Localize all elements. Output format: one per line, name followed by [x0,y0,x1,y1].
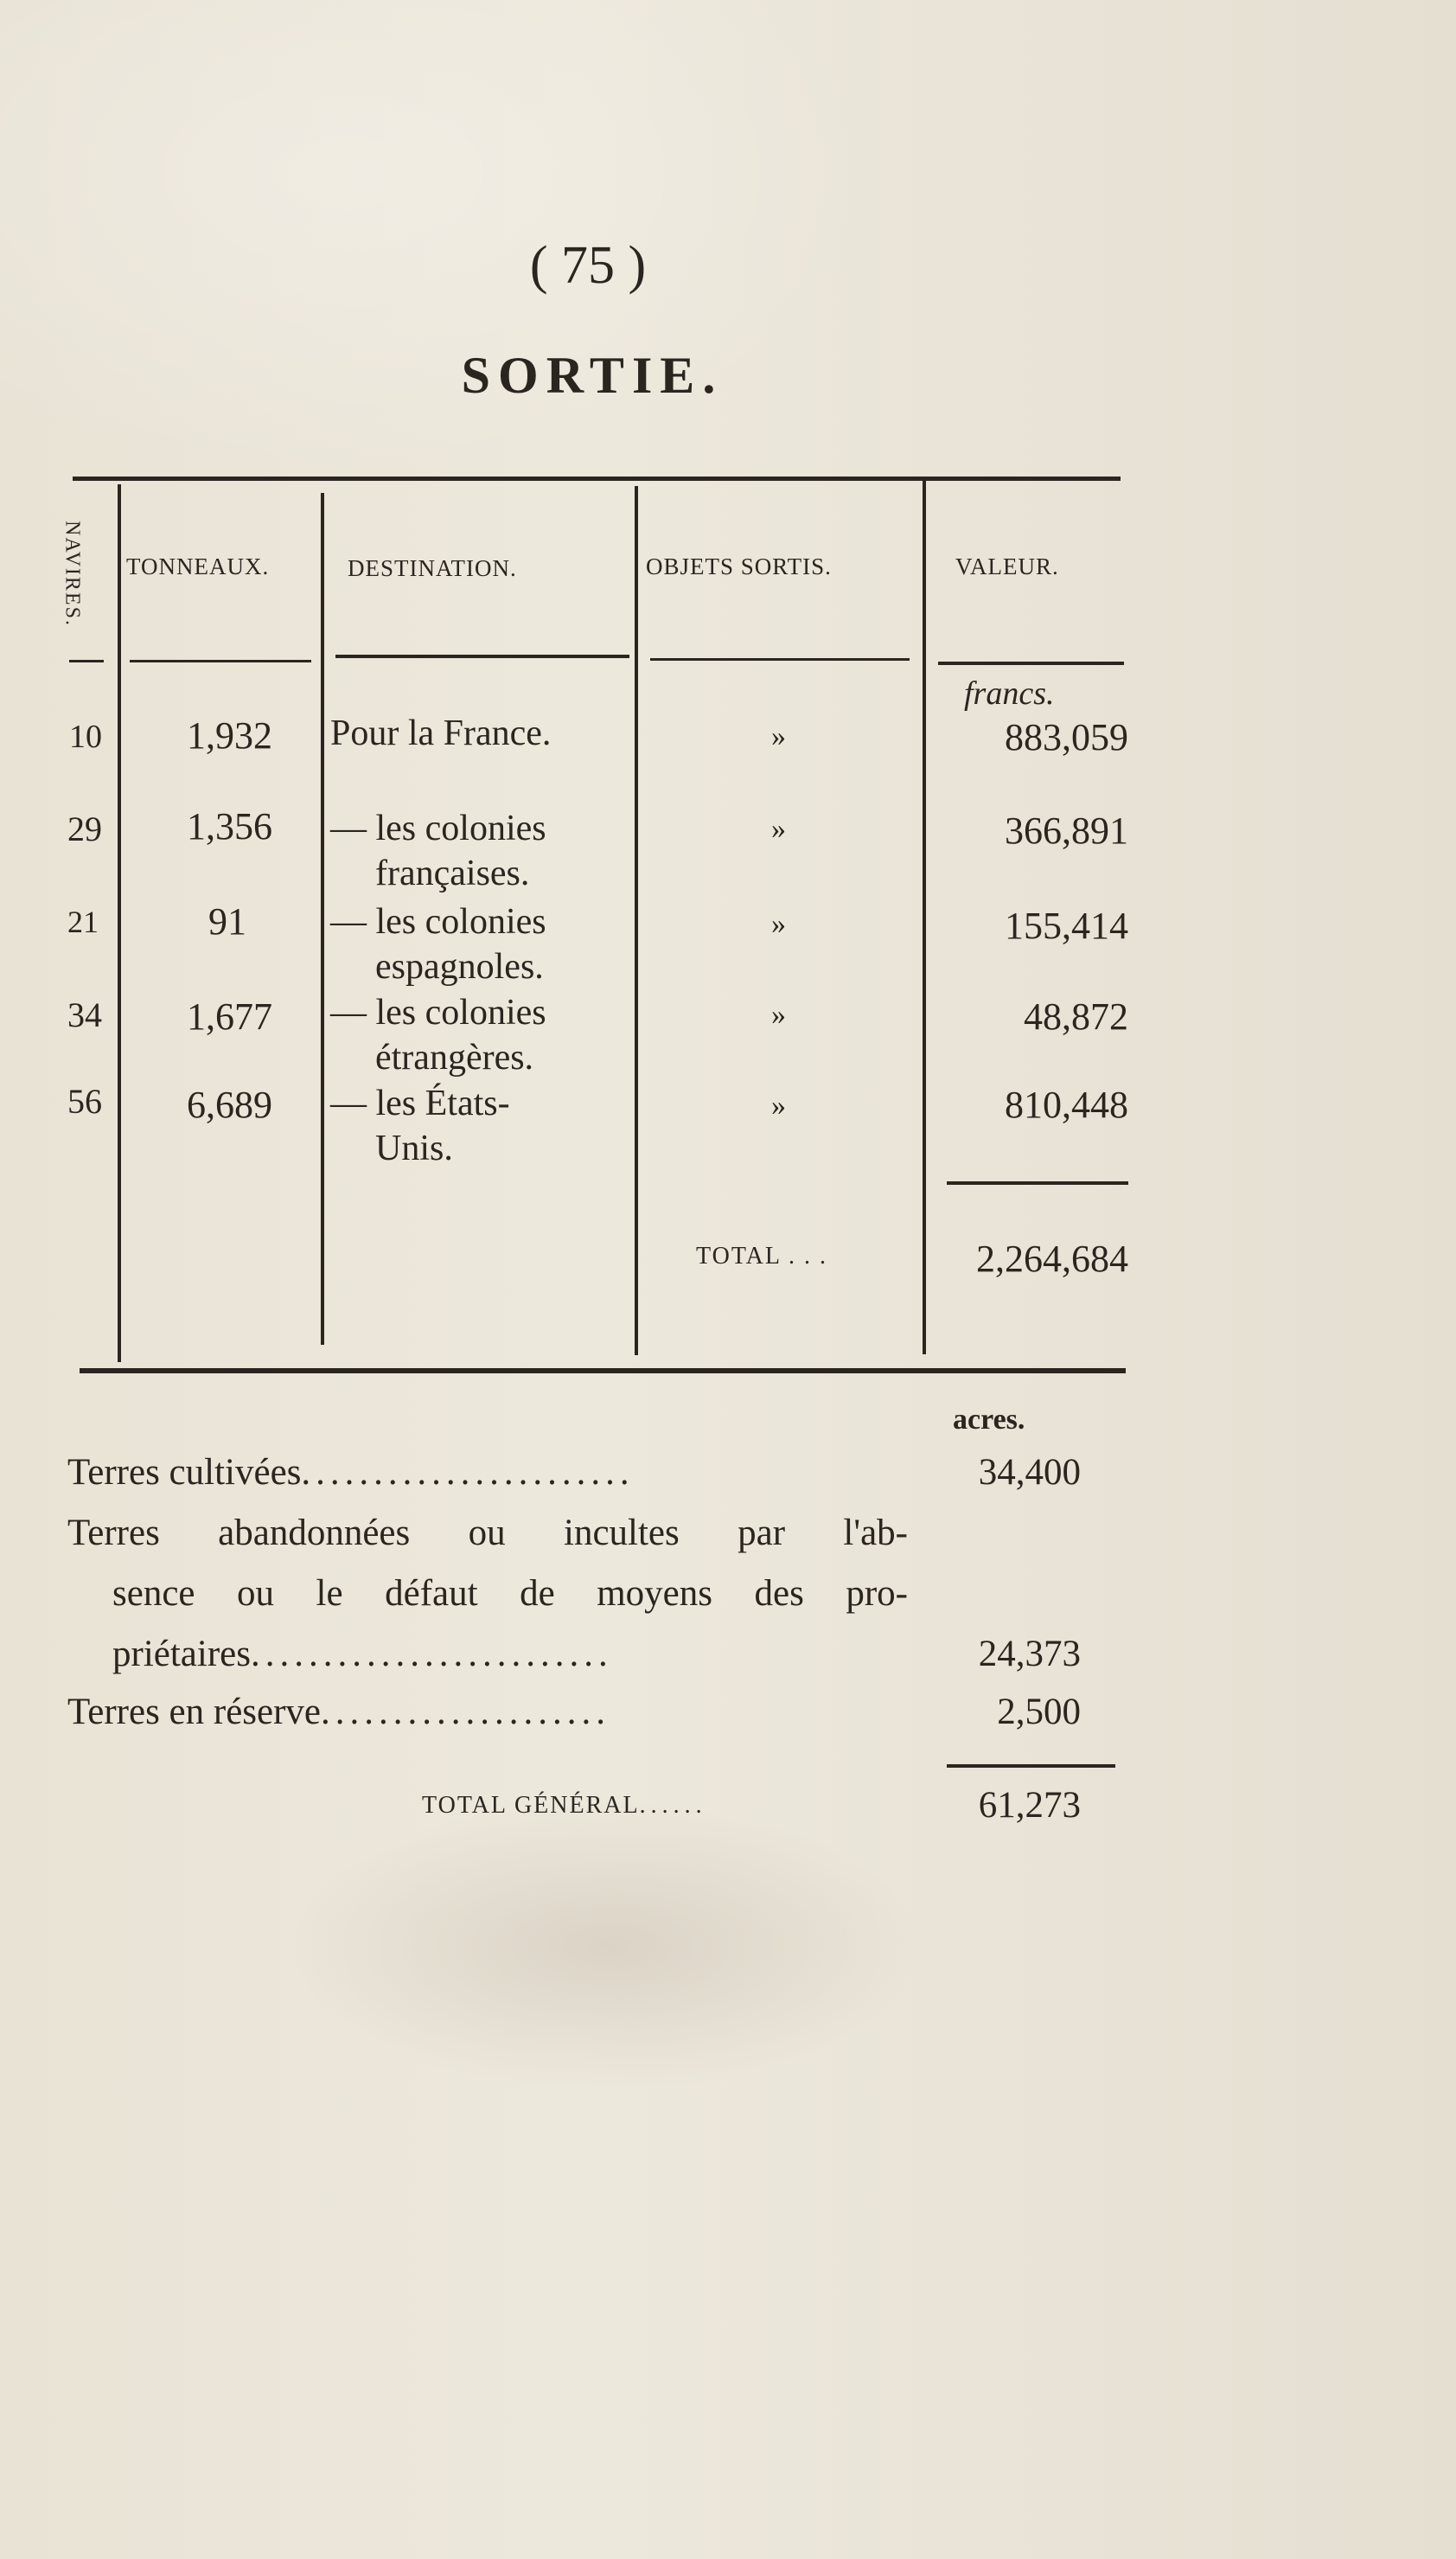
valeur-cell: 810,448 [1005,1084,1128,1126]
destination-cell [330,899,633,989]
tonneaux-cell: 6,689 [187,1084,272,1126]
table-top-rule [73,477,1121,481]
land-value: 24,373 [978,1634,1081,1674]
total-label: TOTAL . . . [696,1243,827,1270]
navires-cell: 56 [67,1082,102,1121]
leader-dots: ...... [639,1792,707,1819]
destination-cell [330,806,633,896]
land-value: 2,500 [997,1692,1081,1732]
valeur-cell: 155,414 [1005,905,1128,947]
land-value: 34,400 [978,1452,1081,1493]
sum-rule [947,1181,1128,1185]
header-valeur: VALEUR. [955,553,1059,579]
header-objets-sortis: OBJETS SORTIS. [646,553,832,579]
tonneaux-cell: 91 [208,900,246,943]
column-divider [635,486,638,1355]
destination-line: — les colonies [330,809,546,848]
land-label-text: Terres cultivées [67,1452,302,1493]
destination-line: espagnoles. [375,947,544,987]
destination-line: — les colonies [330,902,546,942]
objets-cell: » [771,720,786,752]
navires-cell: 21 [67,905,99,939]
objets-cell: » [771,1090,786,1122]
total-value: 2,264,684 [976,1238,1128,1280]
land-label [67,1691,610,1733]
sum-rule [947,1764,1115,1768]
leader-dots: ......................... [250,1634,613,1674]
land-label [112,1633,613,1675]
land-label-text: priétaires [112,1634,251,1674]
destination-line: — les États- [330,1084,510,1123]
objets-cell: » [771,908,786,940]
destination-cell [330,1081,633,1171]
objets-cell: » [771,999,786,1031]
destination-line: — les colonies [330,993,546,1033]
header-rule [650,658,910,661]
destination-cell: Pour la France. [330,713,552,753]
navires-cell: 29 [67,809,102,848]
tonneaux-cell: 1,932 [187,714,272,757]
valeur-cell: 366,891 [1005,809,1128,852]
destination-line: étrangères. [375,1038,534,1078]
header-rule [335,655,629,658]
destination-cell [330,990,633,1080]
destination-line: françaises. [375,854,530,893]
header-destination: DESTINATION. [348,555,517,581]
column-divider [118,484,121,1362]
unit-francs: francs. [964,675,1055,712]
land-label-line: sence ou le défaut de moyens des pro- [112,1573,908,1614]
navires-cell: 10 [69,719,102,755]
valeur-cell: 48,872 [1024,995,1128,1038]
leader-dots: ....................... [301,1452,635,1493]
header-rule [938,662,1124,665]
header-rule [130,660,311,662]
valeur-cell: 883,059 [1005,716,1128,758]
destination-line: Unis. [375,1129,453,1168]
column-divider [321,493,324,1345]
land-label [67,1451,635,1494]
leader-dots: .................... [321,1692,611,1732]
navires-cell: 34 [67,995,102,1034]
grand-total-label [422,1792,707,1820]
unit-acres: acres. [953,1404,1025,1436]
section-title: SORTIE. [461,347,724,404]
header-navires: NAVIRES. [61,521,84,627]
land-label-text: Terres en réserve [67,1692,322,1732]
land-label-line: Terres abandonnées ou incultes par l'ab- [67,1513,908,1553]
table-bottom-rule [80,1368,1126,1373]
grand-total-label-text: TOTAL GÉNÉRAL [422,1792,640,1819]
grand-total-value: 61,273 [978,1785,1081,1826]
column-divider [923,481,926,1354]
tonneaux-cell: 1,677 [187,995,272,1038]
header-tonneaux: TONNEAUX. [126,553,270,579]
page-number: ( 75 ) [529,236,647,295]
tonneaux-cell: 1,356 [187,805,272,848]
header-rule [69,660,104,662]
objets-cell: » [771,813,786,845]
